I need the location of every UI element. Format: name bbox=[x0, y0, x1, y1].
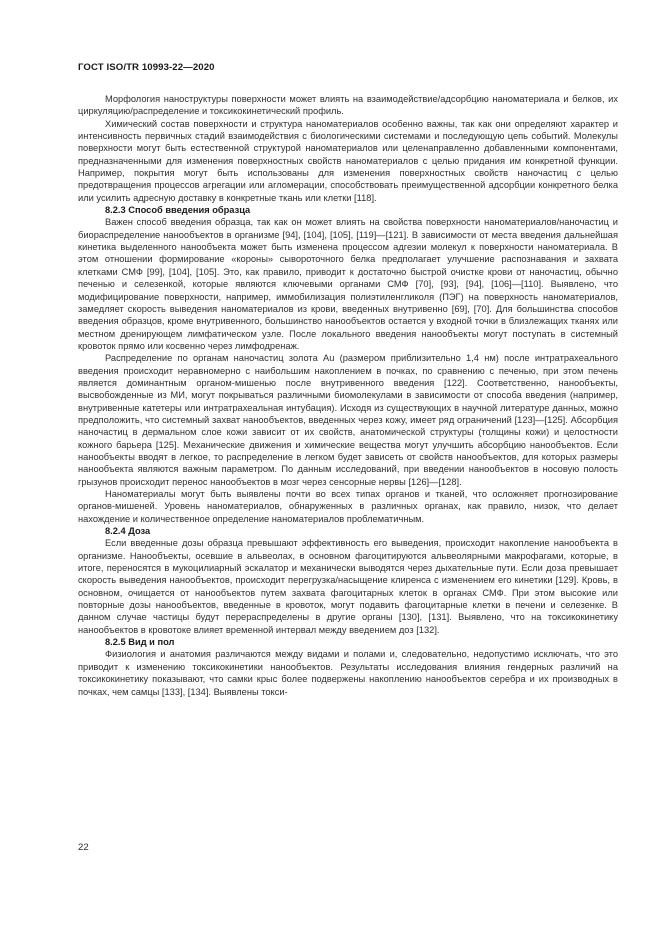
paragraph: Распределение по органам наночастиц золота Au (размером приблизительно 1,4 нм) после интратрахеального введения происходит неравномерно с наибольшим накоплением в почках, по сравнению с печенью, при этом печень является доминантным органом-мишенью после внутривенного введения [122]. Соответственно, нанообъекты, высвобожденные из МИ, могут покрываться различными биомолекулами в зависимости от способа введения (например, внутривенные катетеры или интратрахеальная интубация). Исходя из существующих в научной литературе данных, можно предположить, что системный захват нанообъектов, введенных через кожу, имеет ряд ограничений [123]—[125]. Абсорбция наночастиц в дермальном слое кожи зависит от их свойств, анатомической структуры (толщины кожи) и целостности кожного барьера [125]. Механические движения и химические вещества могут улучшить абсорбцию нанообъектов. Если нанообъекты вводят в легкое, то распределение в легком будет зависеть от свойств нанообъектов, для которых размеры нанообъекта являются важным параметром. По данным исследований, при введении нанообъектов в носовую полость грызунов происходит перенос нанообъектов в мозг через сенсорные нервы [126]—[128]. bbox=[78, 353, 618, 487]
paragraph: Важен способ введения образца, так как он может влиять на свойства поверхности наноматериалов/наночастиц и биораспределение нанообъектов в организме [94], [104], [105], [119]—[121]. В зависимости от места введения дальнейшая кинетика выделенного нанообъекта может быть изменена процессом адгезии молекул к поверхности наноматериала. В этом отношении формирование «короны» сывороточного белка предполагает улучшение распознавания и захвата клетками СМФ [99], [104], [105]. Это, как правило, приводит к достаточно быстрой очистке крови от наночастиц, обычно печенью и селезенкой, которые являются ключевыми органами СМФ [70], [93], [94], [106]—[110]. Выявлено, что модифицирование поверхности, например, иммобилизация полиэтиленгликоля (ПЭГ) на поверхность наноматериалов, замедляет скорость выведения наноматериалов из крови, введенных внутривенно [69], [70]. Для большинства способов введения образцов, кроме внутривенного, большинство нанообъектов остается у входной точки в близлежащих тканях или местном дренирующем лимфатическом узле. После локального введения нанообъекты могут поступать в системный кровоток прямо или косвенно через лимфодренаж. bbox=[78, 217, 618, 351]
paragraph: Физиология и анатомия различаются между видами и полами и, следовательно, недопустимо исключать, что это приводит к изменению токсикокинетики нанообъектов. Результаты исследования влияния гендерных различий на токсикокинетику показывают, что самки крыс более подвержены накоплению нанообъектов серебра и их производных в почках, чем самцы [133], [134]. Выявлены токси- bbox=[78, 649, 618, 697]
paragraph: Химический состав поверхности и структура наноматериалов особенно важны, так как они определяют характер и интенсивность первичных стадий взаимодействия с биологическими системами и последующую цепь событий. Молекулы поверхности могут быть естественной структурой наноматериалов или целенаправленно добавленными компонентами, предназначенными для изменения поверхностных свойств наноматериалов с целью придания им конкретной функции. Например, покрытия могут быть использованы для изменения поверхностных свойств наночастиц с целью предотвращения процессов агрегации или агломерации, способствовать преимущественной адсорбции конкретного белка или усилить адресную доставку в конкретные ткань или клетки [118]. bbox=[78, 118, 618, 203]
document-body bbox=[78, 93, 618, 698]
paragraph: Морфология наноструктуры поверхности может влиять на взаимодействие/адсорбцию наноматериала и белков, их циркуляцию/распределение и токсикокинетический профиль. bbox=[78, 94, 618, 117]
document-header: ГОСТ ISO/TR 10993-22—2020 bbox=[78, 62, 215, 73]
paragraph: Наноматериалы могут быть выявлены почти во всех типах органов и тканей, что осложняет прогнозирование органов-мишеней. Уровень наноматериалов, обнаруженных в различных органах, как правило, низок, что делает нахождение и количественное определение наноматериалов проблематичным. bbox=[78, 489, 618, 524]
section-heading: 8.2.4 Доза bbox=[105, 526, 151, 537]
section-heading: 8.2.5 Вид и пол bbox=[105, 637, 175, 648]
paragraph: Если введенные дозы образца превышают эффективность его выведения, происходит накопление нанообъекта в организме. Нанообъекты, осевшие в альвеолах, в основном фагоцитируются альвеолярными макрофагами, которые, в итоге, переносятся в мукоцилиарный эскалатор и механически выводятся через дыхательные пути. Если доза превышает скорость выведения нанообъектов, происходит перегрузка/насыщение клиренса с изменением его кинетики [129]. Кровь, в основном, очищается от нанообъектов путем захвата фагоцитарных клеток в органах СМФ. При этом высокие или повторные дозы нанообъектов, введенные в кровоток, могут подавить фагоцитарные клетки в печени и селезенке. В данном случае частицы будут перераспределены в другие органы [130], [131]. Выявлено, что на токсикокинетику нанообъектов в кровотоке влияет временной интервал между введением доз [132]. bbox=[78, 538, 618, 635]
section-heading: 8.2.3 Способ введения образца bbox=[105, 205, 251, 216]
page-number: 22 bbox=[78, 842, 89, 853]
